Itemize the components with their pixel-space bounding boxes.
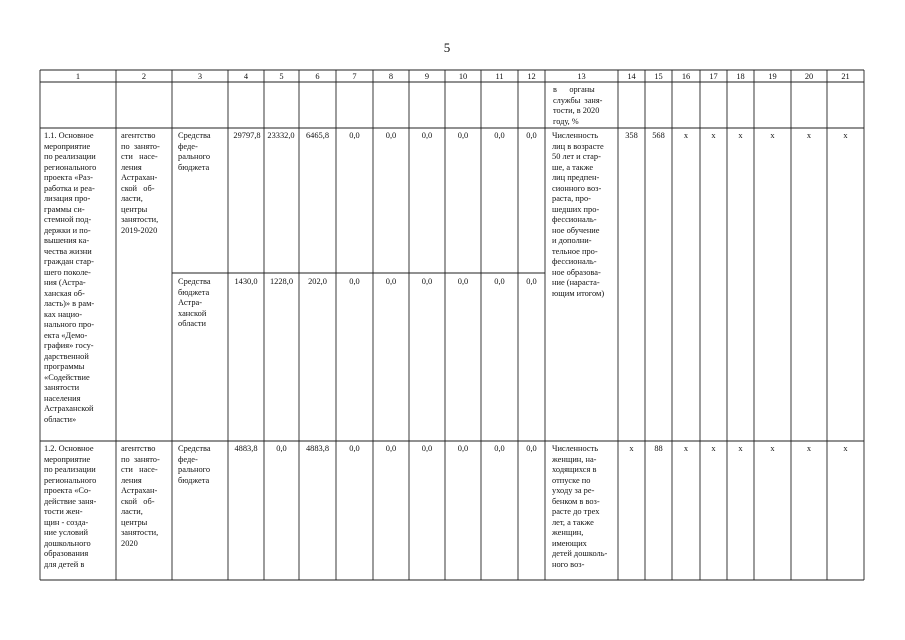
- cell-1-2-c10: 0,0: [457, 444, 469, 453]
- cell-1-2-c21: x: [843, 444, 848, 453]
- cell-1-1-fed-c5: 23332,0: [267, 131, 295, 140]
- cell-1-1-c19: x: [770, 131, 775, 140]
- header-col-12: 12: [527, 72, 536, 81]
- header-col-21: 21: [841, 72, 850, 81]
- cell-1-1-reg-c10: 0,0: [457, 277, 469, 286]
- cell-1-1-c16: x: [683, 131, 689, 140]
- header-col-4: 4: [243, 72, 249, 81]
- cell-1-2-c16: x: [683, 444, 689, 453]
- cell-1-1-reg-c12: 0,0: [526, 277, 537, 286]
- cell-1-1-fed-c8: 0,0: [385, 131, 397, 140]
- header-col-15: 15: [654, 72, 663, 81]
- header-col-17: 17: [709, 72, 718, 81]
- cell-1-1-reg-c4: 1430,0: [234, 277, 258, 286]
- cell-1-2-c15: 88: [654, 444, 663, 453]
- cell-1-2-c12: 0,0: [526, 444, 537, 453]
- header-col-5: 5: [279, 72, 284, 81]
- cell-1-1-fed-c7: 0,0: [349, 131, 360, 140]
- header-col-7: 7: [352, 72, 357, 81]
- header-col-19: 19: [768, 72, 777, 81]
- cell-1-2-c19: x: [770, 444, 775, 453]
- cell-1-2-c17: x: [711, 444, 716, 453]
- cell-1-1-fed-c9: 0,0: [421, 131, 433, 140]
- header-col-3: 3: [197, 72, 203, 81]
- cell-1-1-fed-c4: 29797,8: [233, 131, 261, 140]
- cell-1-2-c8: 0,0: [385, 444, 397, 453]
- cell-1-2-c20: x: [806, 444, 812, 453]
- indicator-1-2: Численность женщин, на- ходящихся в отпуске по уходу за ре- бенком в воз- расте до трех лет, а также женщин, имеющих детей дошколь- ного воз-: [552, 444, 608, 569]
- cell-1-1-c21: x: [843, 131, 848, 140]
- header-col-1: 1: [75, 72, 81, 81]
- cell-1-2-c4: 4883,8: [234, 444, 258, 453]
- measure-1-1: 1.1. Основное мероприятие по реализации регионального проекта «Раз- работка и реа- лизация про- граммы си- стемной под- держки и по- вышения ка- чества жизни граждан стар- шего поколе- ния (Астра- ханская об- ласть)» в рам- ках нацио- нального про- екта «Демо- графия» госу- дарственной программы «Содействие занятости населения Астраханской области»: [44, 131, 97, 424]
- cell-1-2-c14: x: [629, 444, 634, 453]
- header-col-10: 10: [458, 72, 468, 81]
- measure-1-2: 1.2. Основное мероприятие по реализации регионального проекта «Со- действие заня- тости жен- щин - созда- ние условий дошкольного образования для детей в: [44, 444, 97, 569]
- cell-1-2-c18: x: [738, 444, 743, 453]
- header-col-9: 9: [424, 72, 430, 81]
- cell-1-1-c17: x: [711, 131, 716, 140]
- cell-1-1-reg-c11: 0,0: [494, 277, 505, 286]
- cell-1-1-fed-c11: 0,0: [494, 131, 505, 140]
- cell-1-1-fed-c12: 0,0: [526, 131, 537, 140]
- header-col-20: 20: [804, 72, 814, 81]
- cell-1-1-c18: x: [738, 131, 743, 140]
- executor-1-1: агентство по занято- сти насе- ления Астрахан- ской об- ласти, центры занятости, 2019-2020: [121, 131, 160, 235]
- executor-1-2: агентство по занято- сти насе- ления Астрахан- ской об- ласти, центры занятости, 2020: [121, 444, 160, 548]
- cell-1-2-c7: 0,0: [349, 444, 360, 453]
- cell-1-1-c15: 568: [652, 131, 665, 140]
- header-col-8: 8: [388, 72, 394, 81]
- cell-1-1-reg-c5: 1228,0: [269, 277, 294, 286]
- cell-1-1-reg-c7: 0,0: [349, 277, 360, 286]
- header-col-13: 13: [577, 72, 586, 81]
- page-number: 5: [443, 40, 451, 55]
- header-col-16: 16: [681, 72, 691, 81]
- cell-1-1-fed-c6: 6465,8: [305, 131, 330, 140]
- header-col-11: 11: [495, 72, 504, 81]
- header-col-2: 2: [141, 72, 147, 81]
- cell-1-1-c14: 358: [625, 131, 638, 140]
- source-1-1-federal: Средства феде- рального бюджета: [178, 131, 211, 172]
- cell-1-1-reg-c8: 0,0: [385, 277, 397, 286]
- cell-1-2-c5: 0,0: [276, 444, 287, 453]
- cell-1-1-reg-c6: 202,0: [308, 277, 327, 286]
- cell-1-1-fed-c10: 0,0: [457, 131, 469, 140]
- source-1-1-regional: Средства бюджета Астра- ханской области: [178, 277, 211, 328]
- cont-indicator-text: в органы службы заня- тости, в 2020 году, %: [553, 85, 603, 126]
- cell-1-1-c20: x: [806, 131, 812, 140]
- cell-1-2-c11: 0,0: [494, 444, 505, 453]
- header-col-14: 14: [627, 72, 636, 81]
- cell-1-2-c9: 0,0: [421, 444, 433, 453]
- indicator-1-1: Численность лиц в возрасте 50 лет и стар- ше, а также лиц предпен- сионного воз- раста, про- шедших про- фессиональ- ное обучение и дополни- тельное про- фессиональ- ное образова- ние (нараста- ющим итогом): [552, 131, 605, 298]
- cell-1-1-reg-c9: 0,0: [421, 277, 433, 286]
- header-col-6: 6: [315, 72, 320, 81]
- source-1-2-federal: Средства феде- рального бюджета: [178, 444, 211, 485]
- header-col-18: 18: [736, 72, 745, 81]
- cell-1-2-c6: 4883,8: [305, 444, 330, 453]
